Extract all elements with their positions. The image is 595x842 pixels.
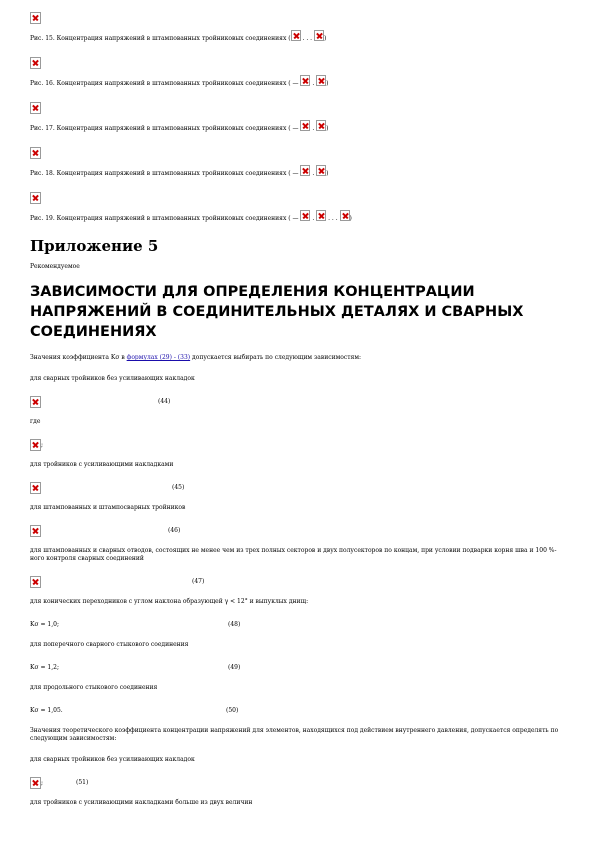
broken-image-icon xyxy=(30,192,41,204)
broken-image-icon xyxy=(30,576,41,588)
broken-image-icon xyxy=(300,75,310,86)
figure-caption: Рис. 16. Концентрация напряжений в штампованных тройниковых соединениях ( — . ) xyxy=(30,75,570,88)
formula-text: Kσ = 1,2; xyxy=(30,664,59,671)
formula-text: Kσ = 1,05. xyxy=(30,707,63,714)
equation-number: (50) xyxy=(226,707,239,714)
broken-image-icon xyxy=(30,396,41,408)
document-page xyxy=(30,12,570,820)
figure-caption: Рис. 18. Концентрация напряжений в штампованных тройниковых соединениях ( — . ) xyxy=(30,165,570,178)
formula-49 xyxy=(30,662,570,674)
broken-image-icon xyxy=(30,482,41,494)
figure-caption: Рис. 15. Концентрация напряжений в штампованных тройниковых соединениях ( . . . ) xyxy=(30,30,570,43)
paragraph: для конических переходников с углом наклона образующей γ < 12° и выпуклых днищ: xyxy=(30,598,309,605)
paragraph: для продольного стыкового соединения xyxy=(30,684,158,691)
formula-text: Kσ = 1,0; xyxy=(30,621,59,628)
figure-caption: Рис. 17. Концентрация напряжений в штампованных тройниковых соединениях ( — . ) xyxy=(30,120,570,133)
paragraph: для штампованных и штампосварных тройников xyxy=(30,504,186,511)
paragraph: для тройников с усиливающими накладками больше из двух величин xyxy=(30,799,253,806)
formula-44 xyxy=(30,396,570,408)
appendix-title: Приложение 5 xyxy=(30,237,159,255)
equation-number: (44) xyxy=(158,398,171,405)
equation-number: (49) xyxy=(228,664,241,671)
formula-46 xyxy=(30,525,570,537)
broken-image-icon xyxy=(291,30,301,41)
paragraph: для сварных тройников без усиливающих накладок xyxy=(30,756,195,763)
broken-image-icon xyxy=(30,57,41,69)
formula-47 xyxy=(30,576,570,588)
broken-image-icon xyxy=(316,210,326,221)
broken-image-icon xyxy=(314,30,324,41)
broken-image-icon xyxy=(340,210,350,221)
broken-image-icon xyxy=(30,439,41,451)
formula-50 xyxy=(30,705,570,717)
equation-number: (46) xyxy=(168,527,181,534)
broken-image-icon xyxy=(316,75,326,86)
broken-image-icon xyxy=(300,120,310,131)
broken-image-icon xyxy=(30,12,41,24)
intro-paragraph: Значения коэффициента Kσ в формулах (29) - (33) допускается выбирать по следующим зависимостям: xyxy=(30,354,362,361)
formula-45 xyxy=(30,482,570,494)
equation-number: (51) xyxy=(76,779,89,786)
broken-image-icon xyxy=(30,777,41,789)
equation-number: (45) xyxy=(172,484,185,491)
formula-48 xyxy=(30,619,570,631)
broken-image-icon xyxy=(30,525,41,537)
section-heading: ЗАВИСИМОСТИ ДЛЯ ОПРЕДЕЛЕНИЯ КОНЦЕНТРАЦИИ НАПРЯЖЕНИЙ В СОЕДИНИТЕЛЬНЫХ ДЕТАЛЯХ И СВАРНЫХ СОЕДИНЕНИЯХ xyxy=(30,284,524,340)
broken-image-icon xyxy=(300,165,310,176)
broken-image-icon xyxy=(30,147,41,159)
figure-caption: Рис. 19. Концентрация напряжений в штампованных тройниковых соединениях ( — . . . . ) xyxy=(30,210,570,223)
broken-image-icon xyxy=(30,102,41,114)
paragraph: для сварных тройников без усиливающих накладок xyxy=(30,375,195,382)
broken-image-icon xyxy=(300,210,310,221)
broken-image-icon xyxy=(316,120,326,131)
equation-number: (48) xyxy=(228,621,241,628)
formula-51: ; (51) xyxy=(30,777,570,789)
paragraph: для штампованных и сварных отводов, состоящих не менее чем из трех полных секторов и двух полусекторов по концам, при условии подварки корня шва и 100 %-ного контроля сварных соединений xyxy=(30,547,557,562)
broken-image-icon xyxy=(316,165,326,176)
formulas-link[interactable]: формулах (29) - (33) xyxy=(126,354,191,361)
formula-where: ; xyxy=(30,439,570,451)
equation-number: (47) xyxy=(192,578,205,585)
paragraph: Значения теоретического коэффициента концентрации напряжений для элементов, находящихся под действием внутреннего давления, допускается определять по следующим зависимостям: xyxy=(30,727,559,742)
paragraph: для поперечного сварного стыкового соединения xyxy=(30,641,189,648)
paragraph: для тройников с усиливающими накладками xyxy=(30,461,174,468)
paragraph: где xyxy=(30,418,41,425)
appendix-status: Рекомендуемое xyxy=(30,263,80,270)
